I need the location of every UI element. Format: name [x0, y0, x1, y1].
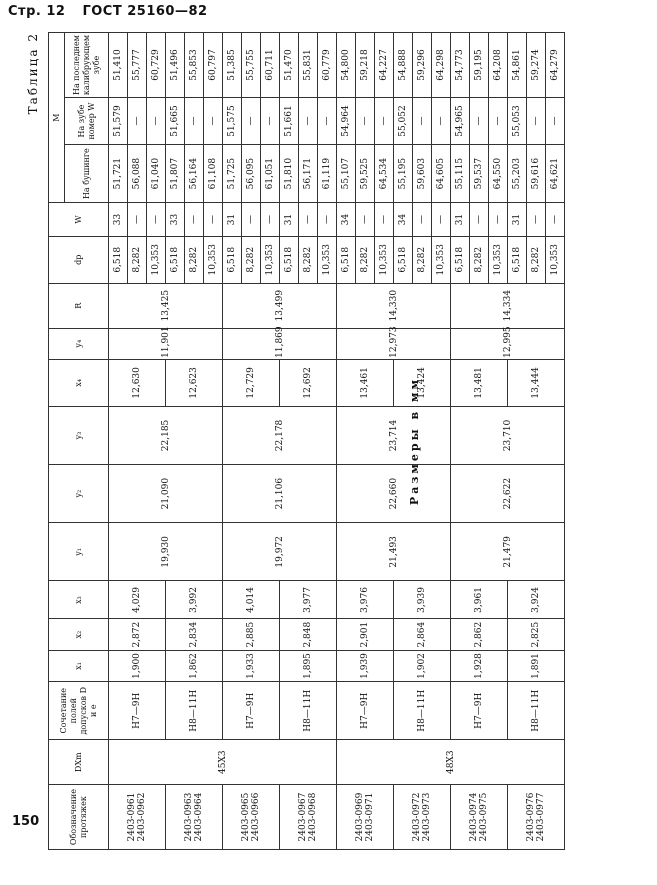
y3-cell: 22,185: [109, 406, 223, 464]
w-cell: 31: [280, 203, 299, 237]
w-cell: —: [432, 203, 451, 237]
x4-cell: 12,692: [280, 359, 337, 406]
col-dp: dp: [49, 236, 109, 283]
w-cell: —: [128, 203, 147, 237]
m-last-cell: 55,755: [242, 33, 261, 98]
dp-cell: 10,353: [489, 236, 508, 283]
dp-cell: 8,282: [527, 236, 546, 283]
y1-cell: 19,972: [223, 523, 337, 581]
m-bushing-cell: 56,088: [128, 145, 147, 203]
m-bushing-cell: 64,534: [375, 145, 394, 203]
standard-number: ГОСТ 25160—82: [82, 4, 208, 19]
m-tooth-cell: —: [128, 98, 147, 145]
m-tooth-cell: 51,661: [280, 98, 299, 145]
dp-cell: 6,518: [508, 236, 527, 283]
x4-cell: 13,444: [508, 359, 565, 406]
m-tooth-cell: —: [204, 98, 223, 145]
m-last-cell: 51,470: [280, 33, 299, 98]
m-tooth-cell: —: [470, 98, 489, 145]
w-cell: —: [546, 203, 565, 237]
m-last-cell: 55,777: [128, 33, 147, 98]
dp-cell: 8,282: [128, 236, 147, 283]
x1-cell: 1,862: [166, 650, 223, 681]
designation-cell: 2403-0972 2403-0973: [394, 785, 451, 850]
m-bushing-cell: 51,721: [109, 145, 128, 203]
m-tooth-cell: —: [375, 98, 394, 145]
dp-cell: 6,518: [280, 236, 299, 283]
m-last-cell: 64,279: [546, 33, 565, 98]
w-cell: 34: [394, 203, 413, 237]
dp-cell: 8,282: [185, 236, 204, 283]
tolerance-cell: H8—11H: [508, 682, 565, 740]
m-bushing-cell: 59,525: [356, 145, 375, 203]
x4-cell: 13,424: [394, 359, 451, 406]
m-bushing-cell: 51,807: [166, 145, 185, 203]
m-last-cell: 64,298: [432, 33, 451, 98]
dp-cell: 8,282: [242, 236, 261, 283]
m-bushing-cell: 61,108: [204, 145, 223, 203]
w-cell: —: [356, 203, 375, 237]
m-last-cell: 51,385: [223, 33, 242, 98]
m-bushing-cell: 64,605: [432, 145, 451, 203]
x1-cell: 1,900: [109, 650, 166, 681]
w-cell: 34: [337, 203, 356, 237]
table-row: [451, 33, 470, 850]
col-tolerance: Сочетание полей допусков D и e: [49, 682, 109, 740]
dxm-cell: 48Х3: [337, 740, 565, 785]
tolerance-cell: H8—11H: [394, 682, 451, 740]
dp-cell: 6,518: [223, 236, 242, 283]
dp-cell: 8,282: [413, 236, 432, 283]
dp-cell: 10,353: [546, 236, 565, 283]
col-y4: y₄: [49, 328, 109, 359]
r-cell: 13,499: [223, 283, 337, 328]
m-last-cell: 59,195: [470, 33, 489, 98]
dxm-cell: 45Х3: [109, 740, 337, 785]
col-y2: y₂: [49, 465, 109, 523]
m-bushing-cell: 61,040: [147, 145, 166, 203]
dp-cell: 8,282: [470, 236, 489, 283]
y3-cell: 22,178: [223, 406, 337, 464]
m-last-cell: 64,208: [489, 33, 508, 98]
r-cell: 14,334: [451, 283, 565, 328]
designation-cell: 2403-0963 2403-0964: [166, 785, 223, 850]
x3-cell: 3,976: [337, 581, 394, 619]
y2-cell: 21,106: [223, 465, 337, 523]
m-last-cell: 64,227: [375, 33, 394, 98]
page-header: [8, 4, 220, 19]
designation-cell: 2403-0969 2403-0971: [337, 785, 394, 850]
col-designation: Обозначение протяжек: [49, 785, 109, 850]
m-bushing-cell: 51,810: [280, 145, 299, 203]
y2-cell: 22,622: [451, 465, 565, 523]
m-tooth-cell: —: [318, 98, 337, 145]
m-tooth-cell: 55,052: [394, 98, 413, 145]
table-row: [109, 33, 128, 850]
m-tooth-cell: 51,665: [166, 98, 185, 145]
dp-cell: 6,518: [109, 236, 128, 283]
col-dxm: DXm: [49, 740, 109, 785]
m-tooth-cell: —: [413, 98, 432, 145]
designation-cell: 2403-0961 2403-0962: [109, 785, 166, 850]
w-cell: —: [261, 203, 280, 237]
tolerance-cell: H8—11H: [280, 682, 337, 740]
x3-cell: 4,029: [109, 581, 166, 619]
m-bushing-cell: 56,095: [242, 145, 261, 203]
m-tooth-cell: —: [546, 98, 565, 145]
dp-cell: 6,518: [451, 236, 470, 283]
dp-cell: 10,353: [204, 236, 223, 283]
m-bushing-cell: 59,603: [413, 145, 432, 203]
m-tooth-cell: —: [185, 98, 204, 145]
m-bushing-cell: 55,203: [508, 145, 527, 203]
w-cell: —: [204, 203, 223, 237]
col-y3: y₃: [49, 406, 109, 464]
m-tooth-cell: —: [432, 98, 451, 145]
m-bushing-cell: 61,119: [318, 145, 337, 203]
w-cell: 31: [223, 203, 242, 237]
designation-cell: 2403-0965 2403-0966: [223, 785, 280, 850]
r-cell: 13,425: [109, 283, 223, 328]
x3-cell: 3,924: [508, 581, 565, 619]
m-tooth-cell: —: [489, 98, 508, 145]
m-tooth-cell: —: [356, 98, 375, 145]
y4-cell: 11,901: [109, 328, 223, 359]
x1-cell: 1,933: [223, 650, 280, 681]
m-last-cell: 60,779: [318, 33, 337, 98]
m-tooth-cell: 55,053: [508, 98, 527, 145]
m-tooth-cell: 51,579: [109, 98, 128, 145]
col-x4: x₄: [49, 359, 109, 406]
dp-cell: 8,282: [356, 236, 375, 283]
x1-cell: 1,891: [508, 650, 565, 681]
designation-cell: 2403-0974 2403-0975: [451, 785, 508, 850]
m-tooth-cell: —: [147, 98, 166, 145]
m-tooth-cell: 54,965: [451, 98, 470, 145]
col-m-tooth: На зубе номер W: [65, 98, 109, 145]
col-x3: x₃: [49, 581, 109, 619]
dp-cell: 6,518: [394, 236, 413, 283]
page-number: 150: [12, 814, 40, 829]
w-cell: —: [299, 203, 318, 237]
col-m: M: [49, 33, 65, 203]
table-row: [337, 33, 356, 850]
m-bushing-cell: 56,171: [299, 145, 318, 203]
m-bushing-cell: 55,115: [451, 145, 470, 203]
m-bushing-cell: 64,621: [546, 145, 565, 203]
tolerance-cell: H7—9H: [451, 682, 508, 740]
m-bushing-cell: 55,107: [337, 145, 356, 203]
x1-cell: 1,928: [451, 650, 508, 681]
w-cell: —: [375, 203, 394, 237]
x2-cell: 2,901: [337, 619, 394, 650]
m-bushing-cell: 56,164: [185, 145, 204, 203]
m-last-cell: 60,711: [261, 33, 280, 98]
y1-cell: 21,479: [451, 523, 565, 581]
y2-cell: 21,090: [109, 465, 223, 523]
w-cell: —: [318, 203, 337, 237]
dp-cell: 10,353: [432, 236, 451, 283]
m-last-cell: 55,853: [185, 33, 204, 98]
y3-cell: 23,710: [451, 406, 565, 464]
r-cell: 14,330: [337, 283, 451, 328]
w-cell: 33: [166, 203, 185, 237]
w-cell: 33: [109, 203, 128, 237]
w-cell: —: [185, 203, 204, 237]
x2-cell: 2,848: [280, 619, 337, 650]
m-last-cell: 54,861: [508, 33, 527, 98]
dp-cell: 10,353: [147, 236, 166, 283]
x4-cell: 12,623: [166, 359, 223, 406]
y1-cell: 19,930: [109, 523, 223, 581]
table-title: Таблица 2: [26, 32, 40, 115]
designation-cell: 2403-0976 2403-0977: [508, 785, 565, 850]
x2-cell: 2,872: [109, 619, 166, 650]
m-last-cell: 60,797: [204, 33, 223, 98]
tolerance-cell: H7—9H: [337, 682, 394, 740]
y3-cell: 23,714: [337, 406, 451, 464]
col-m-bushing: На бушинге: [65, 145, 109, 203]
col-y1: y₁: [49, 523, 109, 581]
x3-cell: 3,977: [280, 581, 337, 619]
col-r: R: [49, 283, 109, 328]
rotated-table-area: [26, 32, 626, 850]
designation-cell: 2403-0967 2403-0968: [280, 785, 337, 850]
col-w: W: [49, 203, 109, 237]
y1-cell: 21,493: [337, 523, 451, 581]
x1-cell: 1,895: [280, 650, 337, 681]
m-bushing-cell: 61,051: [261, 145, 280, 203]
dimensions-table: [48, 32, 565, 850]
w-cell: —: [527, 203, 546, 237]
m-tooth-cell: —: [261, 98, 280, 145]
dp-cell: 10,353: [261, 236, 280, 283]
x3-cell: 3,992: [166, 581, 223, 619]
w-cell: —: [489, 203, 508, 237]
dp-cell: 10,353: [318, 236, 337, 283]
x1-cell: 1,939: [337, 650, 394, 681]
x2-cell: 2,885: [223, 619, 280, 650]
page-label: Стр. 12: [8, 4, 66, 19]
table-row: [223, 33, 242, 850]
w-cell: —: [413, 203, 432, 237]
col-x2: x₂: [49, 619, 109, 650]
x2-cell: 2,825: [508, 619, 565, 650]
m-bushing-cell: 59,616: [527, 145, 546, 203]
m-tooth-cell: —: [242, 98, 261, 145]
m-tooth-cell: —: [527, 98, 546, 145]
y4-cell: 12,995: [451, 328, 565, 359]
w-cell: —: [147, 203, 166, 237]
m-bushing-cell: 59,537: [470, 145, 489, 203]
m-bushing-cell: 55,195: [394, 145, 413, 203]
x2-cell: 2,834: [166, 619, 223, 650]
m-last-cell: 51,410: [109, 33, 128, 98]
y4-cell: 11,869: [223, 328, 337, 359]
w-cell: —: [470, 203, 489, 237]
m-bushing-cell: 51,725: [223, 145, 242, 203]
tolerance-cell: H8—11H: [166, 682, 223, 740]
m-tooth-cell: 54,964: [337, 98, 356, 145]
m-bushing-cell: 64,550: [489, 145, 508, 203]
x1-cell: 1,902: [394, 650, 451, 681]
x4-cell: 13,481: [451, 359, 508, 406]
table-subtitle: Размеры в мм: [408, 376, 421, 506]
y4-cell: 12,973: [337, 328, 451, 359]
m-last-cell: 54,773: [451, 33, 470, 98]
tolerance-cell: H7—9H: [109, 682, 166, 740]
table-body: [109, 33, 565, 850]
w-cell: 31: [451, 203, 470, 237]
x3-cell: 3,939: [394, 581, 451, 619]
x3-cell: 3,961: [451, 581, 508, 619]
col-m-last: На последнем калибрующем зубе: [65, 33, 109, 98]
m-last-cell: 60,729: [147, 33, 166, 98]
x2-cell: 2,864: [394, 619, 451, 650]
dp-cell: 6,518: [337, 236, 356, 283]
m-last-cell: 55,831: [299, 33, 318, 98]
m-last-cell: 54,888: [394, 33, 413, 98]
m-tooth-cell: —: [299, 98, 318, 145]
dp-cell: 6,518: [166, 236, 185, 283]
m-last-cell: 59,296: [413, 33, 432, 98]
dp-cell: 8,282: [299, 236, 318, 283]
m-last-cell: 51,496: [166, 33, 185, 98]
x4-cell: 13,461: [337, 359, 394, 406]
m-tooth-cell: 51,575: [223, 98, 242, 145]
w-cell: —: [242, 203, 261, 237]
tolerance-cell: H7—9H: [223, 682, 280, 740]
x4-cell: 12,630: [109, 359, 166, 406]
m-last-cell: 54,800: [337, 33, 356, 98]
x2-cell: 2,862: [451, 619, 508, 650]
dp-cell: 10,353: [375, 236, 394, 283]
m-last-cell: 59,218: [356, 33, 375, 98]
y2-cell: 22,660: [337, 465, 451, 523]
w-cell: 31: [508, 203, 527, 237]
x4-cell: 12,729: [223, 359, 280, 406]
m-last-cell: 59,274: [527, 33, 546, 98]
col-x1: x₁: [49, 650, 109, 681]
x3-cell: 4,014: [223, 581, 280, 619]
